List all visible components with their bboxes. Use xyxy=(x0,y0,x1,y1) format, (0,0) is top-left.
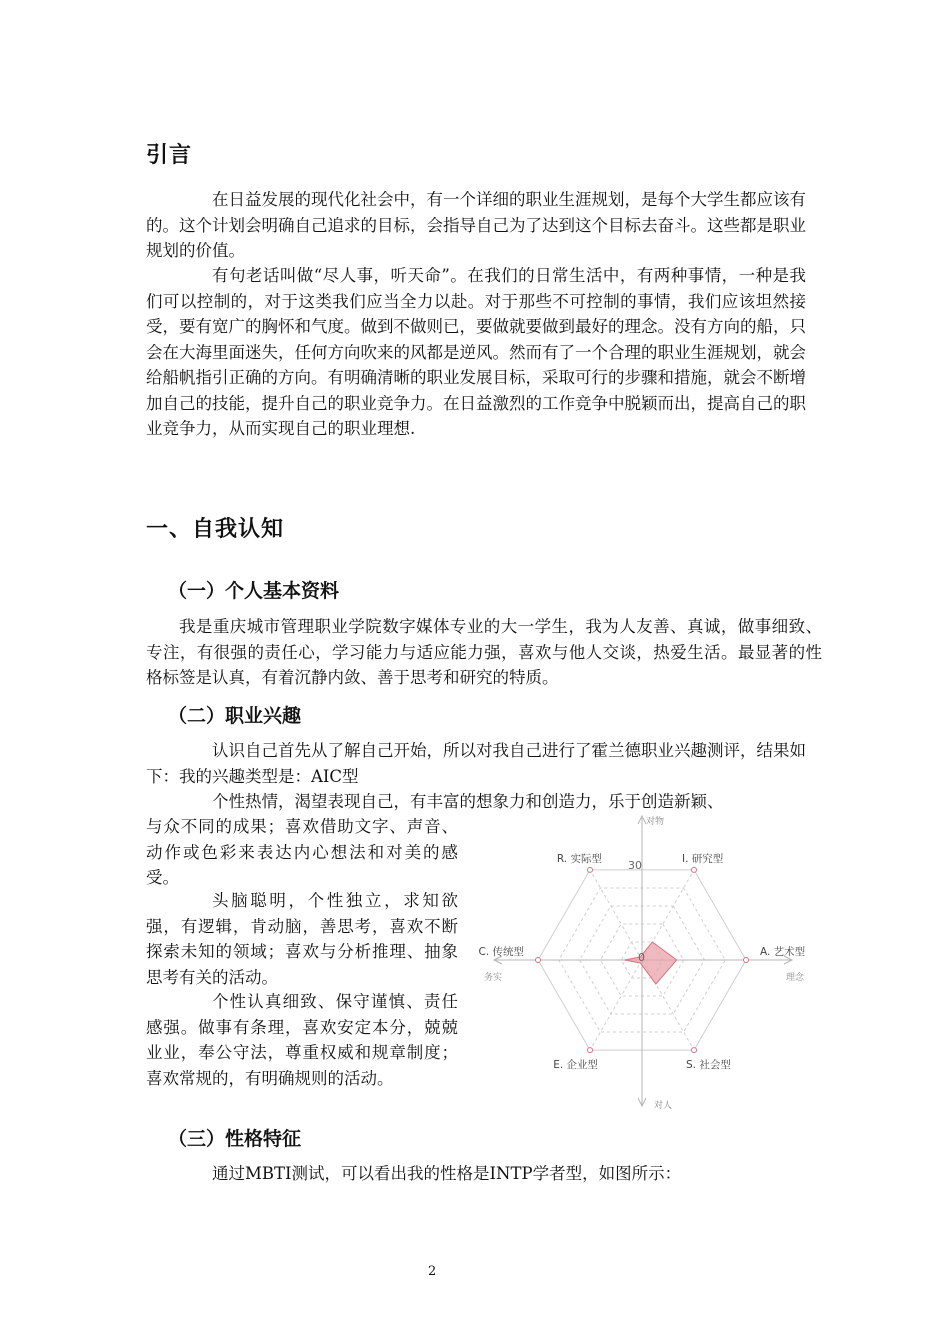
radar-vertex-2 xyxy=(744,958,749,963)
holland-radar-chart xyxy=(470,810,816,1116)
sub3-text: 通过MBTI测试，可以看出我的性格是INTP学者型，如图所示： xyxy=(212,1164,682,1183)
radar-axis-label-3: S. 社会型 xyxy=(686,1059,731,1072)
direction-label-top: 对物 xyxy=(646,817,665,827)
tick-label-zero: 0 xyxy=(638,951,645,964)
radar-axis-label-6: R. 实际型 xyxy=(556,852,602,865)
sub1-heading: （一）个人基本资料 xyxy=(168,580,340,602)
radar-vertex-6 xyxy=(588,867,593,872)
sub3-heading: （三）性格特征 xyxy=(168,1128,302,1150)
page-number: 2 xyxy=(428,1264,437,1279)
intro-paragraph-1: 在日益发展的现代化社会中，有一个详细的职业生涯规划，是每个大学生都应该有的。这个计划会明确自己追求的目标，会指导自己为了达到这个目标去奋斗。这些都是职业规划的价值。 xyxy=(146,190,806,260)
direction-label-right: 理念 xyxy=(786,973,805,983)
tick-label-max: 30 xyxy=(628,859,642,872)
radar-axis-label-2: A. 艺术型 xyxy=(760,946,806,958)
intro-heading: 引言 xyxy=(146,143,193,168)
sub1-text: 我是重庆城市管理职业学院数字媒体专业的大一学生，我为人友善、真诚，做事细致、专注，有很强的责任心，学习能力与适应能力强，喜欢与他人交谈，热爱生活。最显著的性格标签是认真，有着沉静内敛、善于思考和研究的特质。 xyxy=(146,617,822,687)
radar-axis-label-4: E. 企业型 xyxy=(553,1059,598,1072)
radar-axis-label-1: I. 研究型 xyxy=(682,852,724,865)
radar-vertex-5 xyxy=(536,958,541,963)
direction-label-bottom: 对人 xyxy=(654,1101,673,1111)
direction-label-left: 务实 xyxy=(484,973,503,983)
intro-paragraph-2: 有句老话叫做“尽人事，听天命”。在我们的日常生活中，有两种事情，一种是我们可以控制的，对于这类我们应当全力以赴。对于那些不可控制的事情，我们应该坦然接受，要有宽广的胸怀和气度。做到不做则已，要做就要做到最好的理念。没有方向的船，只会在大海里面迷失，任何方向吹来的风都是逆风。然而有了一个合理的职业生涯规划，就会给船帆指引正确的方向。有明确清晰的职业发展目标，采取可行的步骤和措施，就会不断增加自己的技能，提升自己的职业竞争力。在日益激烈的工作竞争中脱颖而出，提高自己的职业竞争力，从而实现自己的职业理想. xyxy=(146,266,806,438)
radar-vertex-3 xyxy=(692,1048,697,1053)
radar-axis-label-5: C. 传统型 xyxy=(478,946,524,958)
sub2-text-2: 与众不同的成果；喜欢借助文字、声音、动作或色彩来表达内心想法和对美的感受。 xyxy=(146,817,458,887)
radar-spoke xyxy=(590,960,642,1050)
sub2-heading: （二）职业兴趣 xyxy=(168,705,302,727)
sub2-text-4: 个性认真细致、保守谨慎、责任感强。做事有条理，喜欢安定本分，兢兢业业，奉公守法，尊重权威和规章制度；喜欢常规的，有明确规则的活动。 xyxy=(146,992,458,1088)
sub2-text-1: 认识自己首先从了解自己开始，所以对我自己进行了霍兰德职业兴趣测评，结果如下：我的兴趣类型是：AIC型 xyxy=(146,741,806,786)
radar-vertex-4 xyxy=(588,1048,593,1053)
sub2-text-3: 头脑聪明，个性独立，求知欲强，有逻辑，肯动脑，善思考，喜欢不断探索未知的领域；喜欢与分析推理、抽象思考有关的活动。 xyxy=(146,891,458,987)
radar-vertex-1 xyxy=(692,867,697,872)
radar-spoke xyxy=(590,870,642,960)
sub2-text-2-first-line: 个性热情，渴望表现自己，有丰富的想象力和创造力，乐于创造新颖、 xyxy=(212,792,724,811)
section1-heading: 一、自我认知 xyxy=(146,517,285,542)
